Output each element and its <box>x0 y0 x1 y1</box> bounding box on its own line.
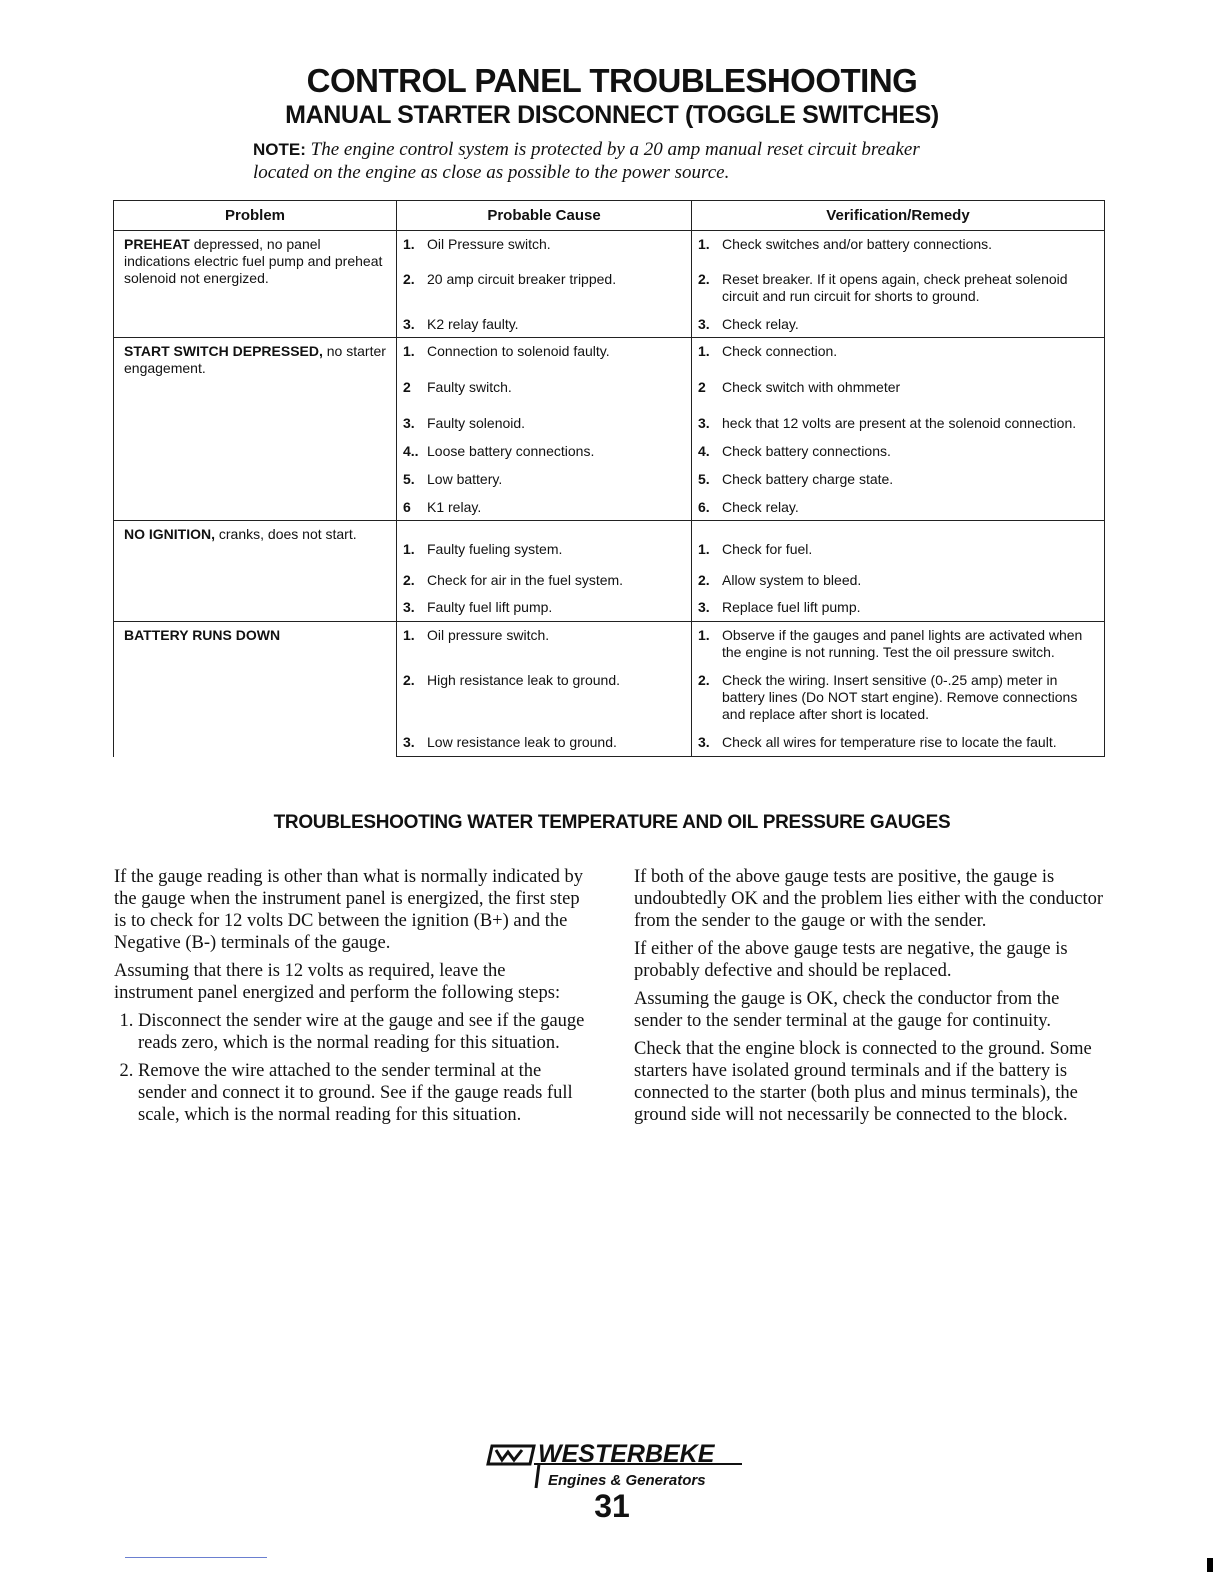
problem-keyword: NO IGNITION, <box>124 526 215 542</box>
note-line-1: The engine control system is protected by a 20 amp manual reset circuit breaker <box>310 139 920 160</box>
cause-cell <box>397 667 692 729</box>
cause-text: Low resistance leak to ground. <box>427 733 617 750</box>
cause-cell <box>397 338 692 374</box>
problem-keyword: PREHEAT <box>124 236 190 252</box>
section-title: TROUBLESHOOTING WATER TEMPERATURE AND OIL PRESSURE GAUGES <box>273 812 951 833</box>
remedy-cell <box>692 466 1105 494</box>
remedy-cell <box>692 438 1105 466</box>
problem-keyword: BATTERY RUNS DOWN <box>124 627 281 643</box>
problem-text: cranks, does not start. <box>215 526 357 542</box>
remedy-cell <box>692 374 1105 410</box>
remedy-number: 5. <box>698 470 710 487</box>
cause-text: Faulty fueling system. <box>427 541 563 557</box>
remedy-cell <box>692 494 1105 521</box>
remedy-number: 1. <box>698 343 710 359</box>
cause-number: 2. <box>403 270 415 287</box>
cause-number: 3. <box>403 598 415 615</box>
remedy-cell <box>692 410 1105 438</box>
list-item: 2. Remove the wire attached to the sender terminal at the sender and connect it to ground. See if the gauge reads full scale, which is the normal reading for this situation. <box>138 1060 589 1126</box>
cause-cell <box>397 466 692 494</box>
right-column <box>634 866 1104 1132</box>
cause-number: 1. <box>403 343 415 359</box>
cause-text: Low battery. <box>427 470 503 487</box>
remedy-text: Check battery connections. <box>722 442 891 459</box>
cause-text: Loose battery connections. <box>427 442 595 459</box>
cause-cell <box>397 374 692 410</box>
cause-number: 2. <box>403 671 415 688</box>
remedy-number: 2. <box>698 571 710 588</box>
remedy-number: 1. <box>698 541 710 557</box>
table-row <box>114 521 1105 567</box>
problem-text: no starter engagement. <box>124 343 386 376</box>
remedy-cell <box>692 521 1105 567</box>
table-row <box>114 338 1105 374</box>
logo-w-icon <box>496 1450 522 1460</box>
paragraph: Check that the engine block is connected to the ground. Some starters have isolated ground terminals and if the battery is connected to the starter (both plus and minus terminals), the ground side will not necessarily be connected to the block. <box>634 1039 1092 1125</box>
cause-cell <box>397 266 692 311</box>
cause-cell <box>397 622 692 667</box>
header-cause: Probable Cause <box>397 201 692 231</box>
remedy-text: Check relay. <box>722 315 799 332</box>
remedy-number: 2 <box>698 378 706 395</box>
remedy-text: Allow system to bleed. <box>722 571 862 588</box>
cause-number: 3. <box>403 414 415 431</box>
cause-cell <box>397 410 692 438</box>
header-problem: Problem <box>114 201 397 231</box>
cause-text: Oil pressure switch. <box>427 627 550 643</box>
remedy-text: Check all wires for temperature rise to locate the fault. <box>722 733 1057 750</box>
troubleshooting-table <box>113 200 1105 757</box>
steps-list <box>114 1010 589 1126</box>
cause-number: 1. <box>403 236 415 252</box>
remedy-cell <box>692 338 1105 374</box>
cause-cell <box>397 438 692 466</box>
remedy-cell <box>692 567 1105 594</box>
remedy-number: 4. <box>698 442 710 459</box>
remedy-cell <box>692 594 1105 622</box>
remedy-number: 1. <box>698 627 710 643</box>
problem-cell <box>114 338 397 521</box>
table-row <box>114 622 1105 667</box>
left-column <box>114 866 589 1132</box>
cause-text: Connection to solenoid faulty. <box>427 343 610 359</box>
remedy-text: Check for fuel. <box>722 541 813 557</box>
edge-mark <box>1207 1558 1213 1572</box>
remedy-text: Reset breaker. If it opens again, check preheat solenoid circuit and run circuit for shorts to ground. <box>722 270 1068 304</box>
cause-number: 2. <box>403 571 415 588</box>
cause-number: 5. <box>403 470 415 487</box>
remedy-number: 3. <box>698 414 710 431</box>
list-item: 1. Disconnect the sender wire at the gauge and see if the gauge reads zero, which is the normal reading for this situation. <box>138 1010 589 1054</box>
remedy-number: 6. <box>698 498 710 515</box>
cause-cell <box>397 231 692 266</box>
logo-tagline: Engines & Generators <box>548 1472 706 1489</box>
westerbeke-logo <box>482 1436 752 1496</box>
cause-number: 2 <box>403 378 411 395</box>
cause-number: 3. <box>403 733 415 750</box>
remedy-text: Check switch with ohmmeter <box>722 378 901 395</box>
table-row <box>114 231 1105 266</box>
remedy-text: Check switches and/or battery connections. <box>722 236 993 252</box>
header-remedy: Verification/Remedy <box>692 201 1105 231</box>
page-number: 31 <box>594 1488 630 1524</box>
page-title: CONTROL PANEL TROUBLESHOOTING <box>306 62 918 99</box>
cause-cell <box>397 594 692 622</box>
paragraph: Assuming the gauge is OK, check the conductor from the sender to the sender terminal at the gauge for continuity. <box>634 989 1060 1031</box>
remedy-text: Replace fuel lift pump. <box>722 598 861 615</box>
remedy-cell <box>692 266 1105 311</box>
remedy-cell <box>692 622 1105 667</box>
cause-text: K1 relay. <box>427 498 482 515</box>
problem-text: depressed, no panel indications electric fuel pump and preheat solenoid not energized. <box>124 236 383 286</box>
cause-cell <box>397 311 692 338</box>
remedy-number: 3. <box>698 733 710 750</box>
problem-cell <box>114 231 397 338</box>
cause-text: Check for air in the fuel system. <box>427 571 624 588</box>
cause-text: Faulty fuel lift pump. <box>427 598 553 615</box>
cause-number: 1. <box>403 541 415 557</box>
table-header-row <box>114 201 1105 231</box>
note <box>253 138 973 184</box>
problem-cell <box>114 521 397 622</box>
paragraph: If either of the above gauge tests are negative, the gauge is probably defective and should be replaced. <box>634 939 1068 981</box>
paragraph: If both of the above gauge tests are positive, the gauge is undoubtedly OK and the problem lies either with the conductor from the sender to the gauge or with the sender. <box>634 867 1104 931</box>
remedy-cell <box>692 729 1105 757</box>
remedy-number: 3. <box>698 315 710 332</box>
cause-number: 4.. <box>403 442 419 459</box>
cause-text: High resistance leak to ground. <box>427 671 620 688</box>
problem-keyword: START SWITCH DEPRESSED, <box>124 343 323 359</box>
remedy-text: heck that 12 volts are present at the solenoid connection. <box>722 414 1077 431</box>
cause-text: Oil Pressure switch. <box>427 236 551 252</box>
remedy-number: 3. <box>698 598 710 615</box>
cause-text: K2 relay faulty. <box>427 315 519 332</box>
cause-number: 3. <box>403 315 415 332</box>
cause-cell <box>397 567 692 594</box>
cause-number: 6 <box>403 498 411 515</box>
remedy-cell <box>692 311 1105 338</box>
remedy-cell <box>692 231 1105 266</box>
cause-number: 1. <box>403 627 415 643</box>
remedy-text: Check relay. <box>722 498 799 515</box>
note-line-2: located on the engine as close as possible to the power source. <box>253 162 730 183</box>
remedy-text: Check battery charge state. <box>722 470 894 487</box>
remedy-text: Check connection. <box>722 343 838 359</box>
remedy-number: 1. <box>698 236 710 252</box>
note-label: NOTE: <box>253 140 306 159</box>
cause-text: 20 amp circuit breaker tripped. <box>427 270 617 287</box>
remedy-number: 2. <box>698 671 710 688</box>
remedy-text: Observe if the gauges and panel lights are activated when the engine is not running. Test the oil pressure switch. <box>722 627 1083 660</box>
logo-brand: WESTERBEKE <box>538 1440 715 1468</box>
paragraph: Assuming that there is 12 volts as required, leave the instrument panel energized and perform the following steps: <box>114 961 561 1003</box>
cause-cell <box>397 521 692 567</box>
remedy-cell <box>692 667 1105 729</box>
cause-cell <box>397 729 692 757</box>
page-subtitle: MANUAL STARTER DISCONNECT (TOGGLE SWITCHES) <box>285 101 939 129</box>
cause-text: Faulty switch. <box>427 378 512 395</box>
paragraph: If the gauge reading is other than what is normally indicated by the gauge when the instrument panel is energized, the first step is to check for 12 volts DC between the ignition (B+) and the Negative (B-) terminals of the gauge. <box>114 867 584 953</box>
cause-text: Faulty solenoid. <box>427 414 526 431</box>
problem-cell <box>114 622 397 757</box>
footer-line <box>125 1557 267 1558</box>
cause-cell <box>397 494 692 521</box>
remedy-text: Check the wiring. Insert sensitive (0-.25 amp) meter in battery lines (Do NOT start engine). Remove connections and replace after short is located. <box>722 671 1078 722</box>
remedy-number: 2. <box>698 270 710 287</box>
